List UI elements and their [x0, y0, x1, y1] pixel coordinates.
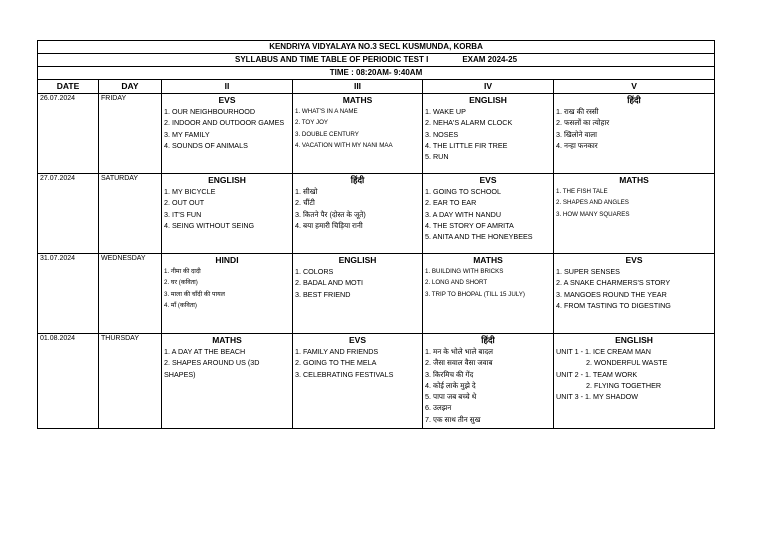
- day-cell: SATURDAY: [99, 174, 162, 254]
- syllabus-cell: [162, 94, 293, 174]
- chapter-item: 4. THE LITTLE FIR TREE: [425, 140, 508, 150]
- syllabus-cell: [554, 94, 715, 174]
- chapter-item: 4. कोई लाके मुझे दे: [425, 380, 476, 390]
- chapter-item: UNIT 1 - 1. ICE CREAM MAN: [556, 347, 651, 356]
- table-row: [38, 334, 715, 429]
- chapter-item: 1. WHAT'S IN A NAME: [295, 108, 358, 115]
- chapter-item: 2. घर (कविता): [164, 279, 198, 287]
- sheet-title: [38, 54, 715, 67]
- day-cell: WEDNESDAY: [99, 254, 162, 334]
- chapter-item: 2. जैसा सवाल वैसा जवाब: [425, 358, 493, 368]
- chapter-item: 2. SHAPES AND ANGLES: [556, 199, 629, 207]
- syllabus-cell: [423, 174, 554, 254]
- subject-title: HINDI: [215, 255, 239, 265]
- syllabus-cell: [293, 334, 423, 429]
- col-class-iii: III: [293, 80, 423, 94]
- chapter-item: 3. MANGOES ROUND THE YEAR: [556, 289, 667, 299]
- syllabus-cell: [162, 334, 293, 429]
- chapter-item: 3. माला की चाँदी की पायल: [164, 290, 225, 298]
- chapter-item: 1. सीखो: [295, 187, 318, 196]
- chapter-item: 2. INDOOR AND OUTDOOR GAMES: [164, 118, 285, 128]
- column-header-row: [38, 80, 715, 94]
- chapter-item: 4. VACATION WITH MY NANI MAA: [295, 141, 393, 149]
- subject-title: EVS: [218, 95, 236, 105]
- chapter-item: 3. CELEBRATING FESTIVALS: [295, 369, 394, 379]
- chapter-item: 2. फसलों का त्योहार: [556, 118, 610, 128]
- chapter-item: 6. उलझन: [425, 403, 452, 413]
- syllabus-cell: [293, 174, 423, 254]
- syllabus-cell: [554, 174, 715, 254]
- chapter-item: 1. BUILDING WITH BRICKS: [425, 268, 504, 275]
- chapter-item: 1. COLORS: [295, 267, 334, 276]
- chapter-item: 4. नन्हा फनकार: [556, 140, 598, 150]
- subject-title: MATHS: [473, 255, 503, 265]
- chapter-item: 1. MY BICYCLE: [164, 187, 216, 196]
- chapter-item: 3. BEST FRIEND: [295, 289, 351, 299]
- chapter-item: 2. FLYING TOGETHER: [586, 380, 662, 390]
- chapter-item: 3. IT'S FUN: [164, 209, 202, 219]
- day-cell: FRIDAY: [99, 94, 162, 174]
- chapter-item: 3. NOSES: [425, 129, 459, 139]
- chapter-item: UNIT 2 - 1. TEAM WORK: [556, 369, 638, 379]
- time-line: TIME : 08:20AM- 9:40AM: [38, 67, 715, 80]
- col-class-v: V: [554, 80, 715, 94]
- chapter-item: 1. FAMILY AND FRIENDS: [295, 347, 379, 356]
- chapter-item: 2. EAR TO EAR: [425, 198, 477, 208]
- day-cell: THURSDAY: [99, 334, 162, 429]
- syllabus-cell: [423, 254, 554, 334]
- chapter-item: 3. DOUBLE CENTURY: [295, 130, 359, 138]
- chapter-item: 1. GOING TO SCHOOL: [425, 187, 502, 196]
- date-cell: 31.07.2024: [38, 254, 99, 334]
- table-row: [38, 174, 715, 254]
- chapter-item: 3. A DAY WITH NANDU: [425, 209, 502, 219]
- syllabus-cell: [293, 254, 423, 334]
- col-date: DATE: [38, 80, 99, 94]
- chapter-item: 2. WONDERFUL WASTE: [586, 358, 668, 368]
- chapter-item: UNIT 3 - 1. MY SHADOW: [556, 392, 639, 402]
- timetable: [37, 40, 715, 429]
- chapter-item: 4. THE STORY OF AMRITA: [425, 220, 514, 230]
- chapter-item: 1. OUR NEIGHBOURHOOD: [164, 107, 256, 116]
- subject-title: EVS: [625, 255, 643, 265]
- chapter-item: 1. मन के भोले भाले बादल: [425, 347, 494, 356]
- syllabus-cell: [162, 174, 293, 254]
- chapter-item: 2. चींटी: [295, 198, 315, 208]
- subject-title: ENGLISH: [338, 255, 377, 265]
- subject-title: EVS: [479, 175, 497, 185]
- chapter-item: 7. एक साथ तीन सुख: [425, 414, 481, 424]
- exam-text: EXAM 2024-25: [462, 55, 518, 64]
- subject-title: MATHS: [619, 175, 649, 185]
- chapter-item: 1. THE FISH TALE: [556, 188, 608, 195]
- chapter-item: 2. TOY JOY: [295, 119, 329, 127]
- chapter-item: 5. RUN: [425, 152, 449, 162]
- col-class-ii: II: [162, 80, 293, 94]
- chapter-item: 5. ANITA AND THE HONEYBEES: [425, 232, 533, 242]
- date-cell: 26.07.2024: [38, 94, 99, 174]
- chapter-item: 4. SEING WITHOUT SEING: [164, 220, 255, 230]
- chapter-item: 2. LONG AND SHORT: [425, 279, 488, 287]
- chapter-item: 1. A DAY AT THE BEACH: [164, 347, 246, 356]
- subject-title: ENGLISH: [208, 175, 246, 185]
- chapter-item: 4. SOUNDS OF ANIMALS: [164, 140, 248, 150]
- syllabus-cell: [293, 94, 423, 174]
- chapter-item: 3. किरमिच की गेंद: [425, 369, 474, 379]
- col-class-iv: IV: [423, 80, 554, 94]
- chapter-item: 1. नीमा की दादी: [164, 268, 201, 275]
- school-name: KENDRIYA VIDYALAYA NO.3 SECL KUSMUNDA, KORBA: [38, 41, 715, 54]
- date-cell: 01.08.2024: [38, 334, 99, 429]
- subject-title: ENGLISH: [615, 335, 653, 345]
- subject-title: हिंदी: [350, 175, 365, 185]
- syllabus-cell: [423, 334, 554, 429]
- chapter-item: 1. SUPER SENSES: [556, 267, 620, 276]
- chapter-item: 4. FROM TASTING TO DIGESTING: [556, 300, 671, 310]
- syllabus-cell: [554, 254, 715, 334]
- col-day: DAY: [99, 80, 162, 94]
- chapter-item: 2. OUT OUT: [164, 198, 205, 208]
- table-row: [38, 94, 715, 174]
- syllabus-cell: [423, 94, 554, 174]
- chapter-item: 3. HOW MANY SQUARES: [556, 210, 630, 218]
- chapter-item: 2. A SNAKE CHARMERS'S STORY: [556, 278, 671, 288]
- subject-title: ENGLISH: [469, 95, 507, 105]
- subject-title: EVS: [348, 335, 366, 345]
- chapter-item: 2. NEHA'S ALARM CLOCK: [425, 118, 513, 128]
- chapter-item: 4. बया हमारी चिड़िया रानी: [295, 220, 363, 230]
- syllabus-cell: [162, 254, 293, 334]
- chapter-item: 3. खिलोने वाला: [556, 129, 598, 139]
- subject-title: MATHS: [342, 95, 373, 105]
- table-row: [38, 254, 715, 334]
- chapter-item: 2. BADAL AND MOTI: [295, 278, 364, 288]
- chapter-item: 3. कितने पैर (दोस्त के जूते): [295, 209, 366, 219]
- subject-title: हिंदी: [481, 335, 495, 345]
- chapter-item: 4. माँ (कविता): [164, 301, 197, 309]
- chapter-item: 1. WAKE UP: [425, 107, 466, 116]
- chapter-item: 1. राख की रस्सी: [556, 107, 599, 116]
- syllabus-cell: [554, 334, 715, 429]
- chapter-item: 3. TRIP TO BHOPAL (TILL 15 JULY): [425, 290, 525, 298]
- chapter-item: 5. पापा जब बच्चे थे: [425, 392, 477, 402]
- title-text: SYLLABUS AND TIME TABLE OF PERIODIC TEST I: [235, 55, 429, 64]
- chapter-item: 2. GOING TO THE MELA: [295, 358, 377, 368]
- subject-title: MATHS: [212, 335, 242, 345]
- subject-title: हिंदी: [627, 95, 641, 105]
- chapter-item: 2. SHAPES AROUND US (3D SHAPES): [164, 358, 260, 379]
- chapter-item: 3. MY FAMILY: [164, 129, 210, 139]
- date-cell: 27.07.2024: [38, 174, 99, 254]
